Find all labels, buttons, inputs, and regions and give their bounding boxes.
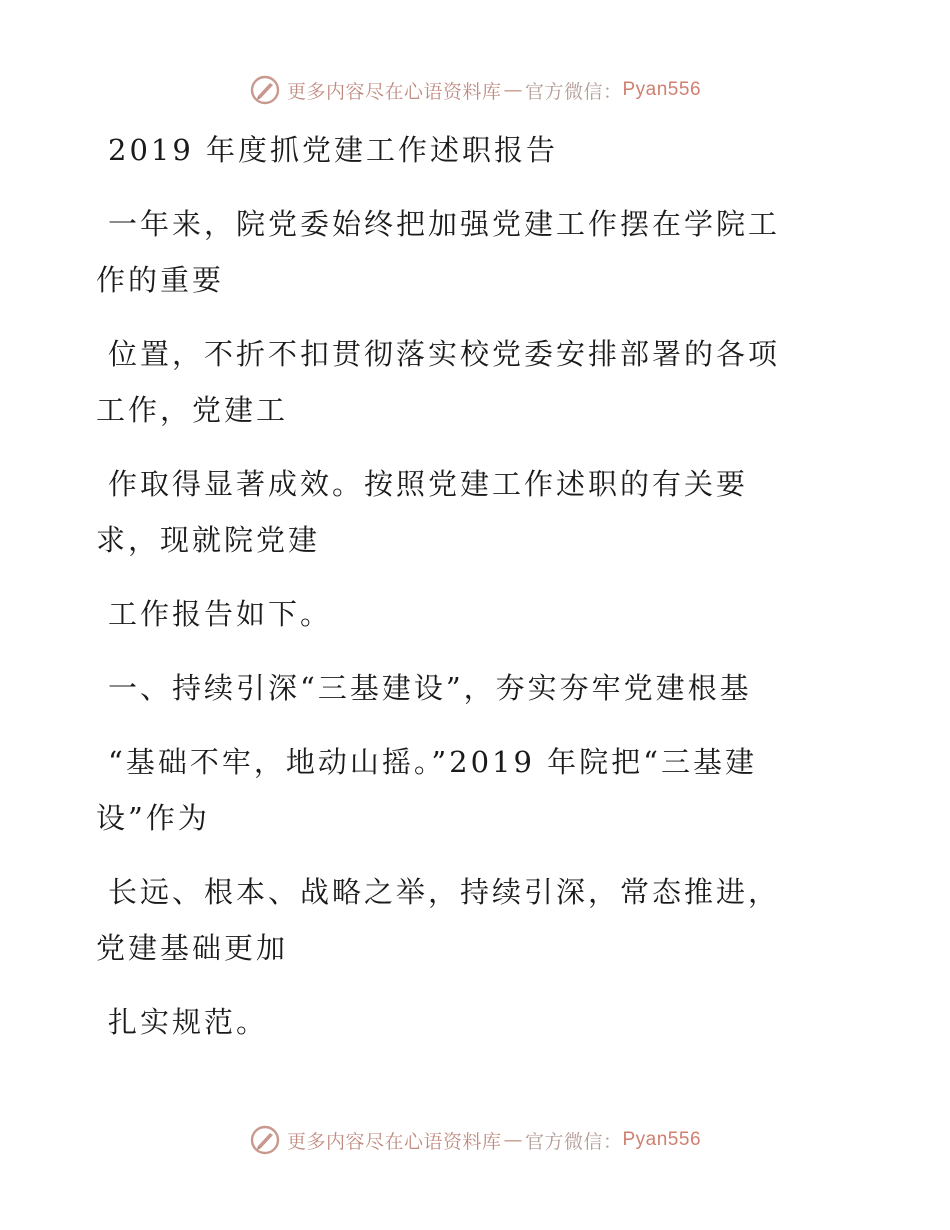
- document-title: 2019 年度抓党建工作述职报告: [108, 133, 559, 167]
- paragraph-6: 长远、根本、战略之举，持续引深，常态推进， 党建基础更加: [96, 875, 781, 965]
- banner-brand-text: 更多内容尽在心语资料库: [286, 1130, 502, 1153]
- paragraph-2: 位置，不折不扣贯彻落实校党委安排部署的各项 工作，党建工: [96, 337, 781, 427]
- document-body: [96, 122, 856, 1050]
- paragraph-7: 扎实规范。: [108, 1005, 269, 1039]
- quill-pen-logo-icon: [249, 1124, 281, 1156]
- banner-separator: —: [503, 1129, 523, 1151]
- section-heading-1: 一、持续引深“三基建设”，夯实夯牢党建根基: [108, 671, 752, 705]
- banner-wechat-label: 官方微信：: [524, 1130, 623, 1153]
- banner-wechat-label: 官方微信：: [524, 80, 623, 103]
- banner-brand-text: 更多内容尽在心语资料库: [286, 80, 502, 103]
- paragraph-3: 作取得显著成效。按照党建工作述职的有关要 求，现就院党建: [96, 467, 749, 557]
- footer-watermark-banner: [0, 1120, 950, 1160]
- paragraph-1: 一年来，院党委始终把加强党建工作摆在学院工 作的重要: [96, 207, 781, 297]
- paragraph-5: “基础不牢，地动山摇。”2019 年院把“三基建 设”作为: [96, 745, 757, 835]
- paragraph-4: 工作报告如下。: [108, 597, 333, 631]
- banner-wechat-id: Pyan556: [622, 1129, 702, 1150]
- header-watermark-banner: [0, 70, 950, 110]
- banner-separator: —: [503, 79, 523, 101]
- quill-pen-logo-icon: [249, 74, 281, 106]
- banner-wechat-id: Pyan556: [622, 79, 702, 100]
